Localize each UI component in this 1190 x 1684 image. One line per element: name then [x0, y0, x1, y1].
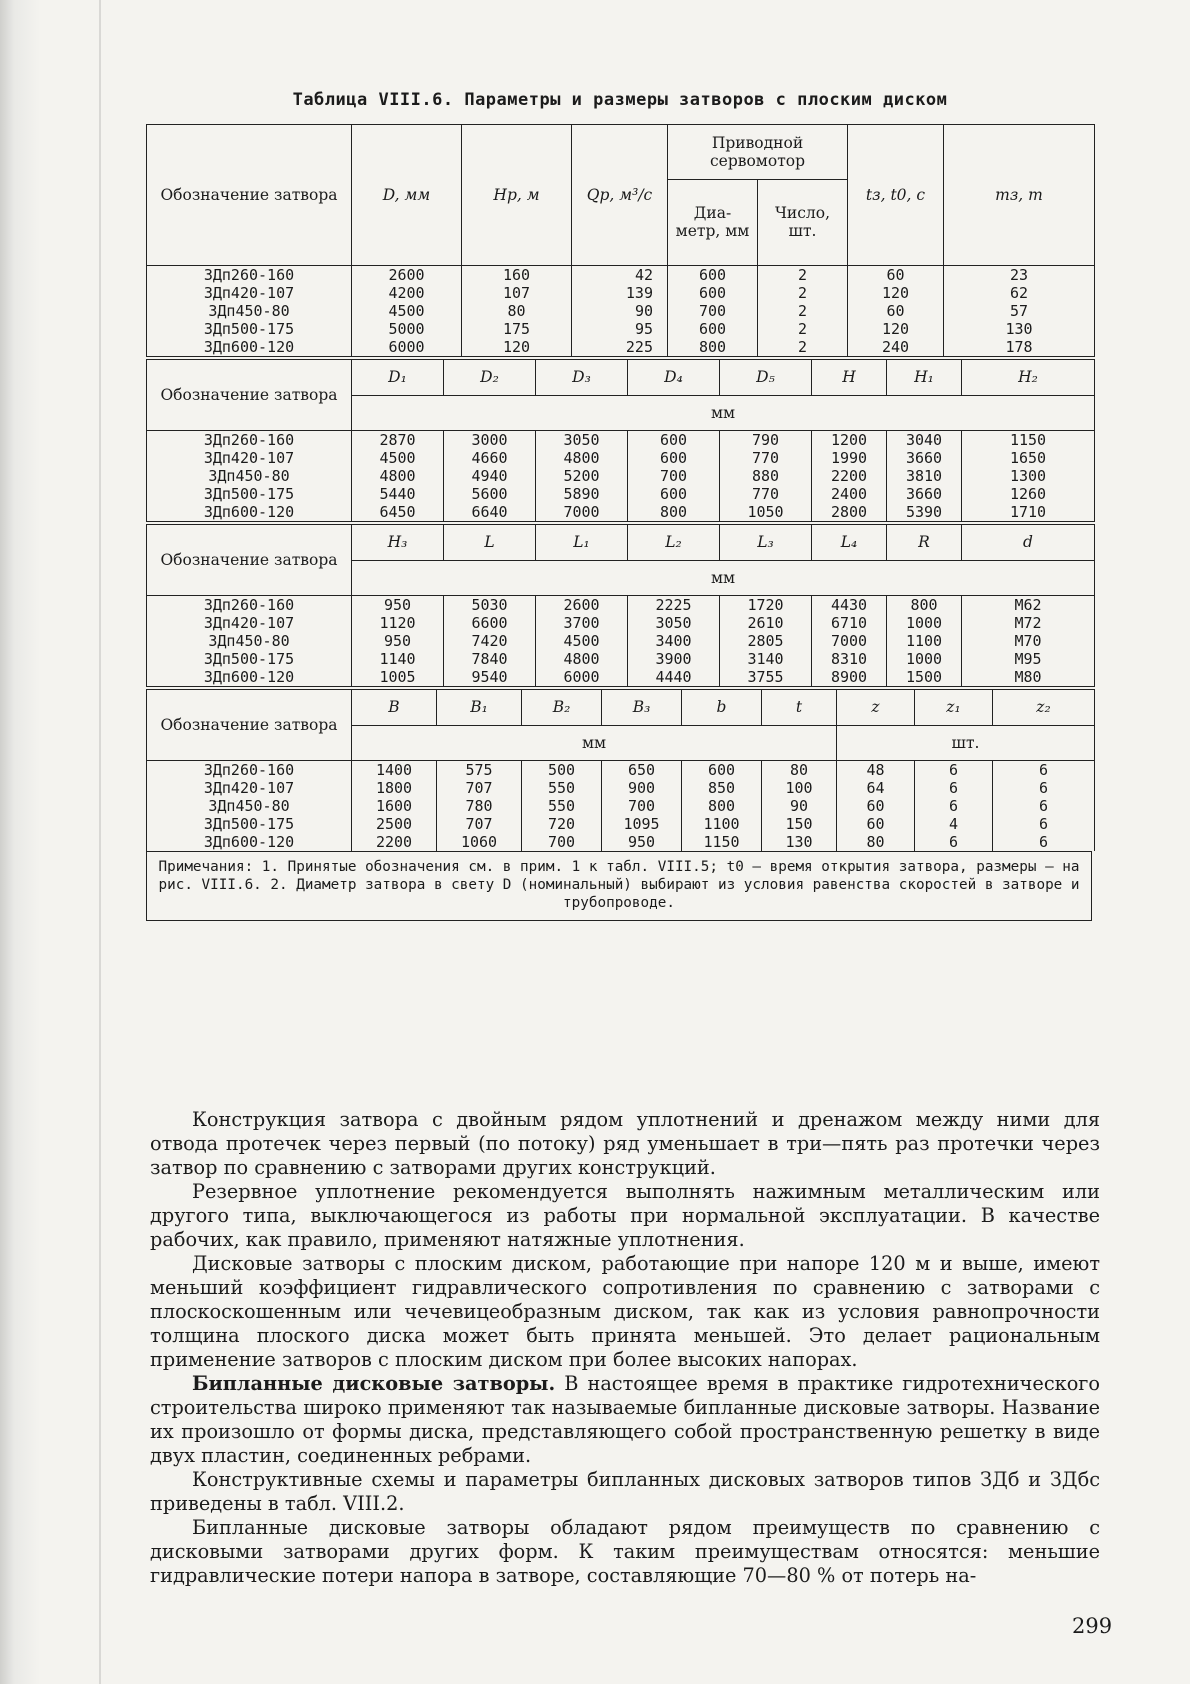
t3-head-L2: L₂ [628, 523, 720, 560]
t4-head-z2: z₂ [993, 688, 1095, 725]
paragraph: Резервное уплотнение рекомендуется выполнять нажимным металлическим или другого типа, выключающегося из работы при нормальной эксплуатации. В качестве рабочих, как правило, применяют натяжные уплотнения. [150, 1180, 1100, 1251]
t1-data-row [147, 266, 1095, 357]
t4-col-designation: ЗДп260-160 ЗДп420-107 ЗДп450-80 ЗДп500-175 ЗДп600-120 [147, 761, 352, 852]
t4-data-row [147, 761, 1095, 852]
t3-col-designation: ЗДп260-160 ЗДп420-107 ЗДп450-80 ЗДп500-175 ЗДп600-120 [147, 596, 352, 687]
t2-col-D5: 790 770 880 770 1050 [720, 431, 812, 522]
t2-head-H2: H₂ [962, 358, 1095, 395]
paragraph: Конструкция затвора с двойным рядом уплотнений и дренажом между ними для отвода протечек через первый (по потоку) ряд уменьшает в три—пять раз протечки через затвор по сравнению с затворами других конструкций. [150, 1108, 1100, 1179]
t1-col-designation: ЗДп260-160 ЗДп420-107 ЗДп450-80 ЗДп500-175 ЗДп600-120 [147, 266, 352, 357]
scan-line [99, 0, 101, 1684]
t4-col-z2: 6 6 6 6 6 [993, 761, 1095, 852]
t2-head-H1: H₁ [887, 358, 962, 395]
t4-col-z: 48 64 60 60 80 [837, 761, 915, 852]
t4-head-designation: Обозначение затвора [147, 688, 352, 761]
t2-col-H2: 1150 1650 1300 1260 1710 [962, 431, 1095, 522]
t3-head-L: L [444, 523, 536, 560]
t2-col-D1: 2870 4500 4800 5440 6450 [352, 431, 444, 522]
t4-head-z: z [837, 688, 915, 725]
t2-col-designation: ЗДп260-160 ЗДп420-107 ЗДп450-80 ЗДп500-175 ЗДп600-120 [147, 431, 352, 522]
t3-col-L2: 2225 3050 3400 3900 4440 [628, 596, 720, 687]
t3-head-L1: L₁ [536, 523, 628, 560]
t3-col-d: М62 М72 М70 М95 М80 [962, 596, 1095, 687]
body-text [150, 1108, 1100, 1588]
t2-head-D1: D₁ [352, 358, 444, 395]
t4-col-t: 80 100 90 150 130 [762, 761, 837, 852]
t3-head-L3: L₃ [720, 523, 812, 560]
t1-head-m: mз, т [944, 125, 1095, 266]
t1-col-D: 2600 4200 4500 5000 6000 [352, 266, 462, 357]
t1-head-designation: Обозначение затвора [147, 125, 352, 266]
t1-header-row [147, 125, 1095, 180]
t1-col-m: 23 62 57 130 178 [944, 266, 1095, 357]
t2-col-D2: 3000 4660 4940 5600 6640 [444, 431, 536, 522]
t4-head-z1: z₁ [915, 688, 993, 725]
t4-head-B2: B₂ [522, 688, 602, 725]
t1-col-servo-count: 2 2 2 2 2 [758, 266, 848, 357]
t1-col-servo-diam: 600 600 700 600 800 [668, 266, 758, 357]
t3-data-row [147, 596, 1095, 687]
t2-head-D3: D₃ [536, 358, 628, 395]
dims-table-1 [146, 356, 1095, 521]
t4-head-B3: B₃ [602, 688, 682, 725]
t3-col-R: 800 1000 1100 1000 1500 [887, 596, 962, 687]
t3-col-H3: 950 1120 950 1140 1005 [352, 596, 444, 687]
t1-head-servo: Приводной сервомотор [668, 125, 848, 180]
t2-col-H: 1200 1990 2200 2400 2800 [812, 431, 887, 522]
t1-col-t: 60 120 60 120 240 [848, 266, 944, 357]
t2-header-row [147, 358, 1095, 395]
dims-table-3 [146, 686, 1095, 851]
t4-head-B1: B₁ [437, 688, 522, 725]
t4-col-B3: 650 900 700 1095 950 [602, 761, 682, 852]
t3-head-H3: H₃ [352, 523, 444, 560]
table-caption: Таблица VIII.6. Параметры и размеры затворов с плоским диском [292, 90, 948, 110]
t1-head-Hr: Hр, м [462, 125, 572, 266]
t1-col-Qr: 42 139 90 95 225 [572, 266, 668, 357]
t2-col-H1: 3040 3660 3810 3660 5390 [887, 431, 962, 522]
t2-head-D4: D₄ [628, 358, 720, 395]
t4-header-row [147, 688, 1095, 725]
table-note: Примечания: 1. Принятые обозначения см. в прим. 1 к табл. VIII.5; t0 — время открытия затвора, размеры — на рис. VIII.6. 2. Диаметр затвора в свету D (номинальный) выбирают из условия равенства скоростей в затворе и трубопроводе. [146, 851, 1092, 921]
t3-head-R: R [887, 523, 962, 560]
t2-col-D3: 3050 4800 5200 5890 7000 [536, 431, 628, 522]
page-number: 299 [1072, 1614, 1113, 1638]
t4-head-b: b [682, 688, 762, 725]
paragraph: Дисковые затворы с плоским диском, работающие при напоре 120 м и выше, имеют меньший коэффициент гидравлического сопротивления по сравнению с затворами с плоскоскошенным или чечевицеобразным диском, так как из условия равнопрочности толщина плоского диска может быть принята меньшей. Это делает рациональным применение затворов с плоским диском при более высоких напорах. [150, 1252, 1100, 1371]
t3-head-designation: Обозначение затвора [147, 523, 352, 596]
t2-data-row [147, 431, 1095, 522]
page [140, 90, 1100, 921]
t3-header-row [147, 523, 1095, 560]
t3-head-d: d [962, 523, 1095, 560]
spec-table [146, 124, 1095, 356]
t3-head-L4: L₄ [812, 523, 887, 560]
t1-col-Hr: 160 107 80 175 120 [462, 266, 572, 357]
t4-col-B1: 575 707 780 707 1060 [437, 761, 522, 852]
t1-head-servo-diam: Диа- метр, мм [668, 179, 758, 265]
paragraph: Бипланные дисковые затворы. В настоящее время в практике гидротехнического строительства широко применяют так называемые бипланные дисковые затворы. Название их произошло от формы диска, представляющего собой пространственную решетку в виде двух пластин, соединенных ребрами. [150, 1372, 1101, 1467]
t2-unit: мм [352, 395, 1095, 431]
t2-head-H: H [812, 358, 887, 395]
t1-head-servo-count: Число, шт. [758, 179, 848, 265]
t2-head-D5: D₅ [720, 358, 812, 395]
t4-unit-mm: мм [352, 725, 837, 761]
t3-col-L3: 1720 2610 2805 3140 3755 [720, 596, 812, 687]
t4-col-z1: 6 6 6 4 6 [915, 761, 993, 852]
dims-table-2 [146, 521, 1095, 686]
t3-col-L4: 4430 6710 7000 8310 8900 [812, 596, 887, 687]
paragraph: Бипланные дисковые затворы обладают рядом преимуществ по сравнению с дисковыми затворами других форм. К таким преимуществам относятся: меньшие гидравлические потери напора в затворе, составляющие 70—80 % от потерь на- [150, 1516, 1100, 1587]
t1-head-Qr: Qр, м³/с [572, 125, 668, 266]
t3-col-L: 5030 6600 7420 7840 9540 [444, 596, 536, 687]
t3-col-L1: 2600 3700 4500 4800 6000 [536, 596, 628, 687]
t4-col-b: 600 850 800 1100 1150 [682, 761, 762, 852]
t4-col-B: 1400 1800 1600 2500 2200 [352, 761, 437, 852]
t3-unit: мм [352, 560, 1095, 596]
t4-unit-pcs: шт. [837, 725, 1095, 761]
paragraph: Конструктивные схемы и параметры бипланных дисковых затворов типов ЗДб и ЗДбс приведены в табл. VIII.2. [150, 1468, 1100, 1515]
t2-head-designation: Обозначение затвора [147, 358, 352, 431]
t4-col-B2: 500 550 550 720 700 [522, 761, 602, 852]
t1-head-t: tз, t0, с [848, 125, 944, 266]
t2-col-D4: 600 600 700 600 800 [628, 431, 720, 522]
t2-head-D2: D₂ [444, 358, 536, 395]
t4-head-B: B [352, 688, 437, 725]
t1-head-D: D, мм [352, 125, 462, 266]
t4-head-t: t [762, 688, 837, 725]
